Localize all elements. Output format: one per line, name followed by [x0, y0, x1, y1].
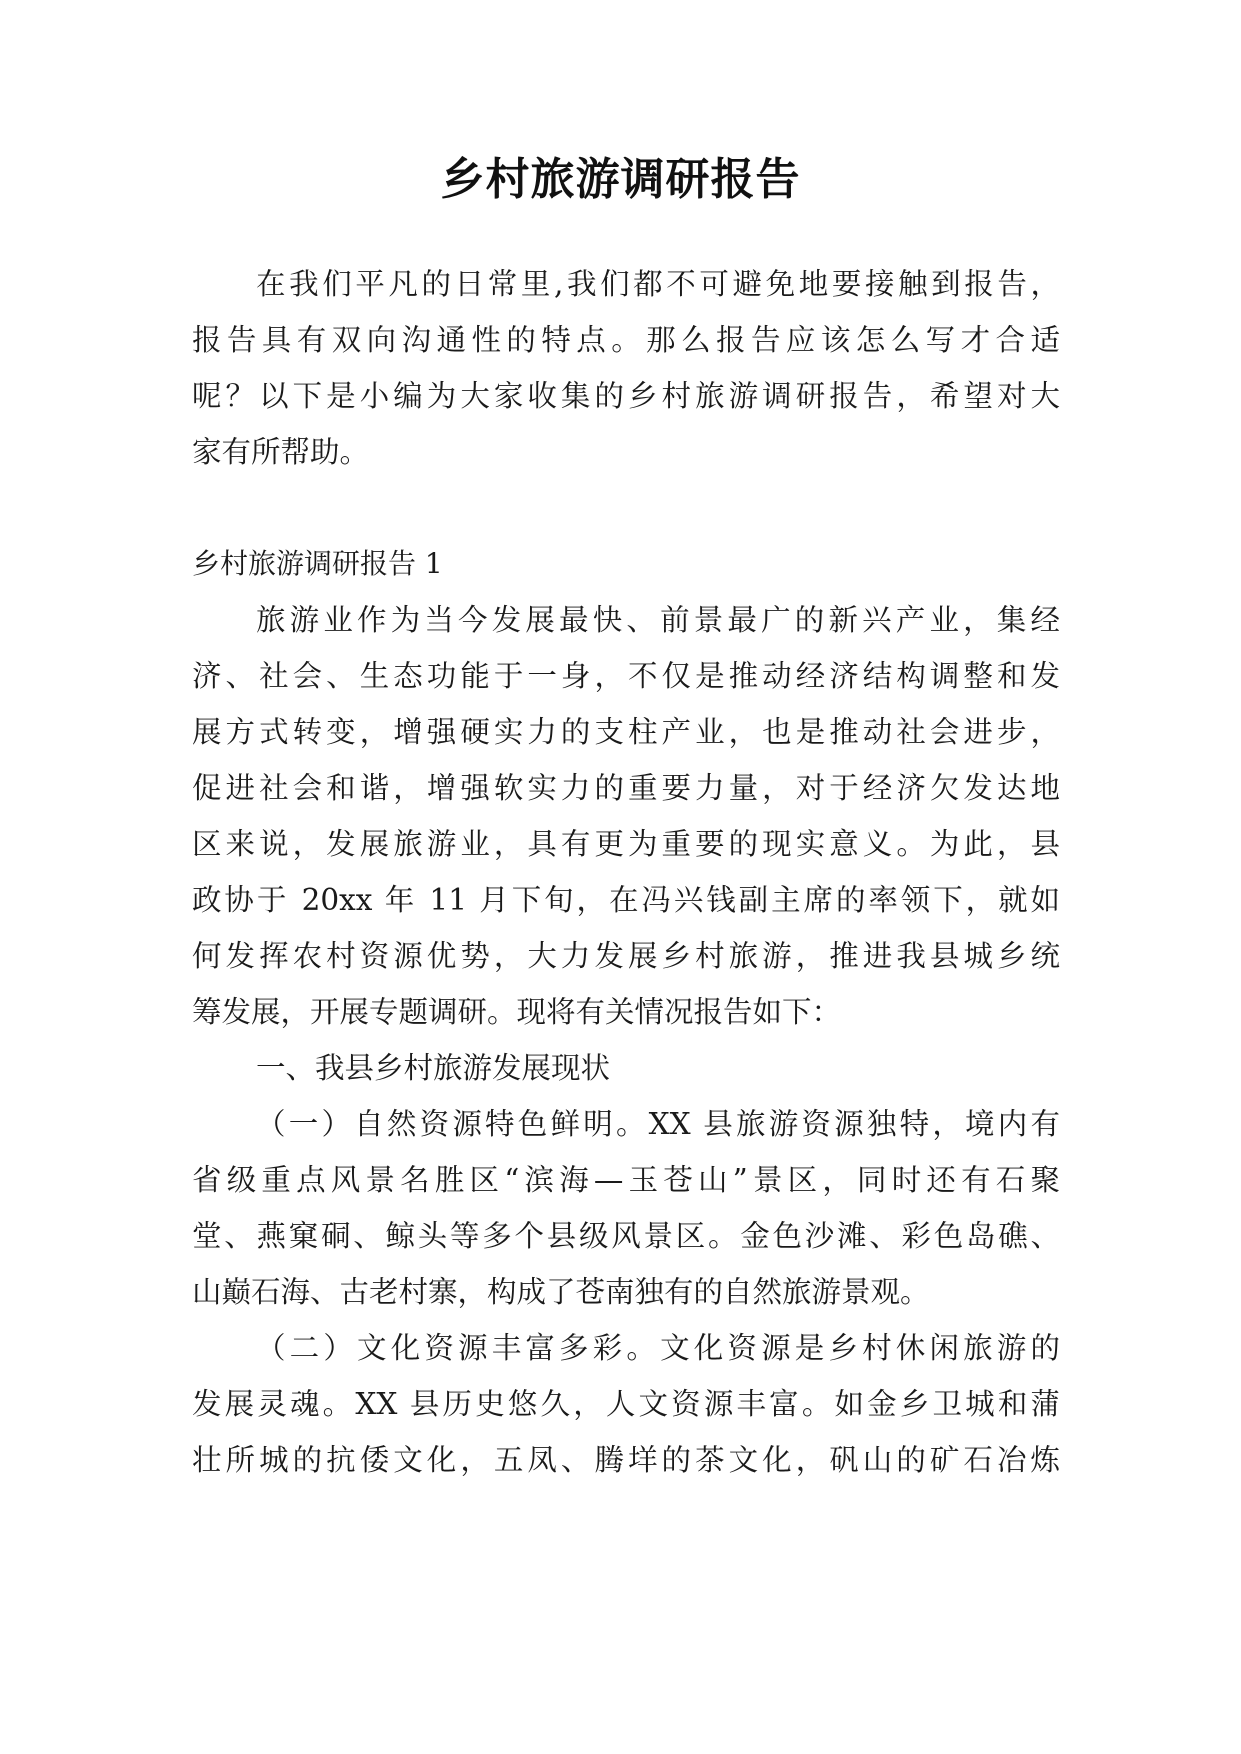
intro-line: 家有所帮助。	[192, 435, 370, 469]
body-line: 何发挥农村资源优势，大力发展乡村旅游，推进我县城乡统	[192, 939, 1060, 973]
body-line: 发展灵魂。XX 县历史悠久，人文资源丰富。如金乡卫城和蒲	[192, 1387, 1060, 1421]
body-line: 堂、燕窠硐、鲸头等多个县级风景区。金色沙滩、彩色岛礁、	[192, 1219, 1060, 1253]
body-line: 济、社会、生态功能于一身，不仅是推动经济结构调整和发	[192, 659, 1060, 693]
body-line: （一）自然资源特色鲜明。XX 县旅游资源独特，境内有	[256, 1107, 1060, 1141]
body-line: 壮所城的抗倭文化，五凤、腾垟的茶文化，矾山的矿石冶炼	[192, 1443, 1060, 1477]
intro-line: 报告具有双向沟通性的特点。那么报告应该怎么写才合适	[192, 323, 1060, 357]
body-line: 山巅石海、古老村寨，构成了苍南独有的自然旅游景观。	[192, 1275, 930, 1309]
intro-line: 呢？以下是小编为大家收集的乡村旅游调研报告，希望对大	[192, 379, 1060, 413]
intro-line: 在我们平凡的日常里,我们都不可避免地要接触到报告，	[256, 267, 1060, 301]
body-line: 区来说，发展旅游业，具有更为重要的现实意义。为此，县	[192, 827, 1060, 861]
body-line: 旅游业作为当今发展最快、前景最广的新兴产业，集经	[256, 603, 1060, 637]
document-title: 乡村旅游调研报告	[440, 154, 801, 205]
section-heading: 一、我县乡村旅游发展现状	[256, 1051, 611, 1085]
body-line: （二）文化资源丰富多彩。文化资源是乡村休闲旅游的	[256, 1331, 1060, 1365]
body-line: 促进社会和谐，增强软实力的重要力量，对于经济欠发达地	[192, 771, 1060, 805]
body-line: 筹发展，开展专题调研。现将有关情况报告如下：	[192, 995, 842, 1029]
body-line: 政协于 20xx 年 11 月下旬，在冯兴钱副主席的率领下，就如	[192, 883, 1060, 917]
section-label: 乡村旅游调研报告 1	[192, 547, 443, 580]
body-line: 省级重点风景名胜区“滨海—玉苍山”景区，同时还有石聚	[192, 1163, 1060, 1197]
body-line: 展方式转变，增强硬实力的支柱产业，也是推动社会进步，	[192, 715, 1060, 749]
